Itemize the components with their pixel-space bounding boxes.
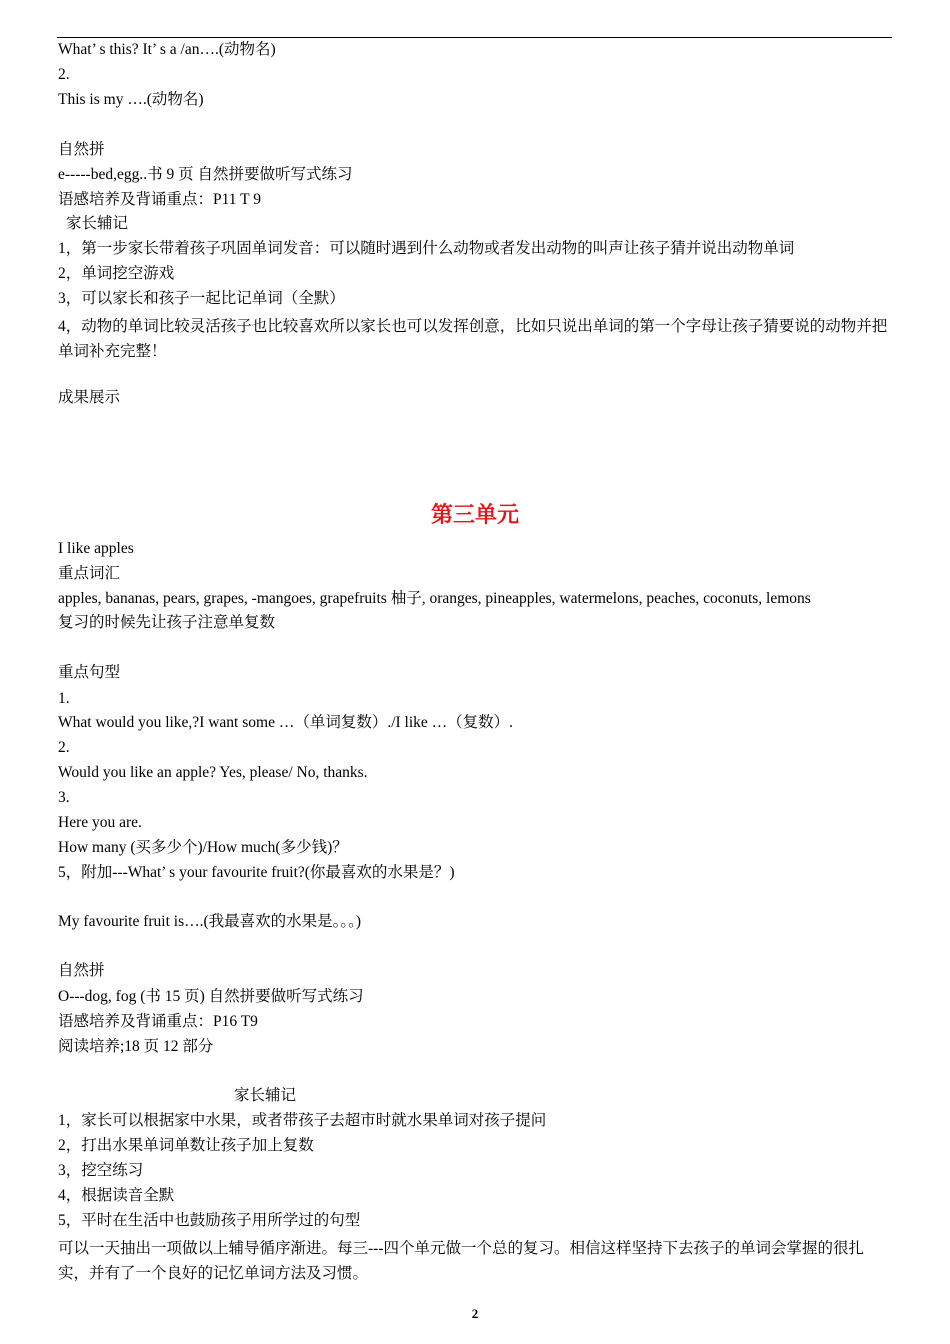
pattern-1: What would you like,?I want some …（单词复数）./I like …（复数）. <box>58 714 514 731</box>
tip-3: 3，可以家长和孩子一起比记单词（全默） <box>58 290 345 307</box>
pattern-6: My favourite fruit is….(我最喜欢的水果是。。。) <box>58 913 362 930</box>
unit3-tip-1: 1，家长可以根据家中水果，或者带孩子去超市时就水果单词对孩子提问 <box>58 1112 547 1129</box>
pattern-2: Would you like an apple? Yes, please/ No, thanks. <box>58 764 368 781</box>
focus-line: 语感培养及背诵重点：P11 T 9 <box>58 191 261 208</box>
vocab-note: 复习的时候先让孩子注意单复数 <box>58 614 276 631</box>
vocab-heading: 重点词汇 <box>58 565 121 582</box>
pattern-5: 5，附加---What’ s your favourite fruit?(你最喜欢的水果是？) <box>58 864 455 881</box>
unit-subtitle: I like apples <box>58 540 134 557</box>
vocab-list: apples, bananas, pears, grapes, -mangoes, grapefruits 柚子, oranges, pineapples, watermelons, peaches, coconuts, lemons <box>58 590 811 607</box>
phonics-line: e-----bed,egg..书 9 页 自然拼要做听写式练习 <box>58 166 353 183</box>
page-number: 2 <box>471 1306 479 1321</box>
pattern-heading: 重点句型 <box>58 664 121 681</box>
unit3-phonics-line: O---dog, fog (书 15 页) 自然拼要做听写式练习 <box>58 988 364 1005</box>
phonics-heading: 自然拼 <box>58 141 105 158</box>
tip-4: 4，动物的单词比较灵活孩子也比较喜欢所以家长也可以发挥创意，比如只说出单词的第一个字母让孩子猜要说的动物并把单词补充完整！ <box>58 318 888 360</box>
tip-1: 1，第一步家长带着孩子巩固单词发音：可以随时遇到什么动物或者发出动物的叫声让孩子猜并说出动物单词 <box>58 240 795 257</box>
item-number-2: 2. <box>58 66 70 83</box>
top-rule <box>57 37 892 38</box>
tip-2: 2，单词挖空游戏 <box>58 265 175 282</box>
pattern-1-number: 1. <box>58 690 70 707</box>
sentence-1: What’ s this? It’ s a /an….(动物名) <box>58 41 276 58</box>
unit-title: 第三单元 <box>430 503 519 528</box>
pattern-2-number: 2. <box>58 739 70 756</box>
closing-paragraph: 可以一天抽出一项做以上辅导循序渐进。每三---四个单元做一个总的复习。相信这样坚持下去孩子的单词会掌握的很扎实，并有了一个良好的记忆单词方法及习惯。 <box>58 1240 864 1282</box>
sentence-2: This is my ….(动物名) <box>58 91 204 108</box>
unit3-tip-4: 4，根据读音全默 <box>58 1187 175 1204</box>
unit3-tip-2: 2，打出水果单词单数让孩子加上复数 <box>58 1137 314 1154</box>
reading-line: 阅读培养;18 页 12 部分 <box>58 1038 214 1055</box>
pattern-4: How many (买多少个)/How much(多少钱)？ <box>58 839 348 856</box>
pattern-3: Here you are. <box>58 814 142 831</box>
pattern-3-number: 3. <box>58 789 70 806</box>
unit3-phonics-heading: 自然拼 <box>58 962 105 979</box>
unit3-tip-5: 5，平时在生活中也鼓励孩子用所学过的句型 <box>58 1212 361 1229</box>
unit3-focus-line: 语感培养及背诵重点：P16 T9 <box>58 1013 258 1030</box>
unit3-tip-3: 3，挖空练习 <box>58 1162 144 1179</box>
parent-heading: 家长辅记 <box>66 215 129 232</box>
results-heading: 成果展示 <box>58 389 121 406</box>
unit3-parent-heading: 家长辅记 <box>234 1087 297 1104</box>
